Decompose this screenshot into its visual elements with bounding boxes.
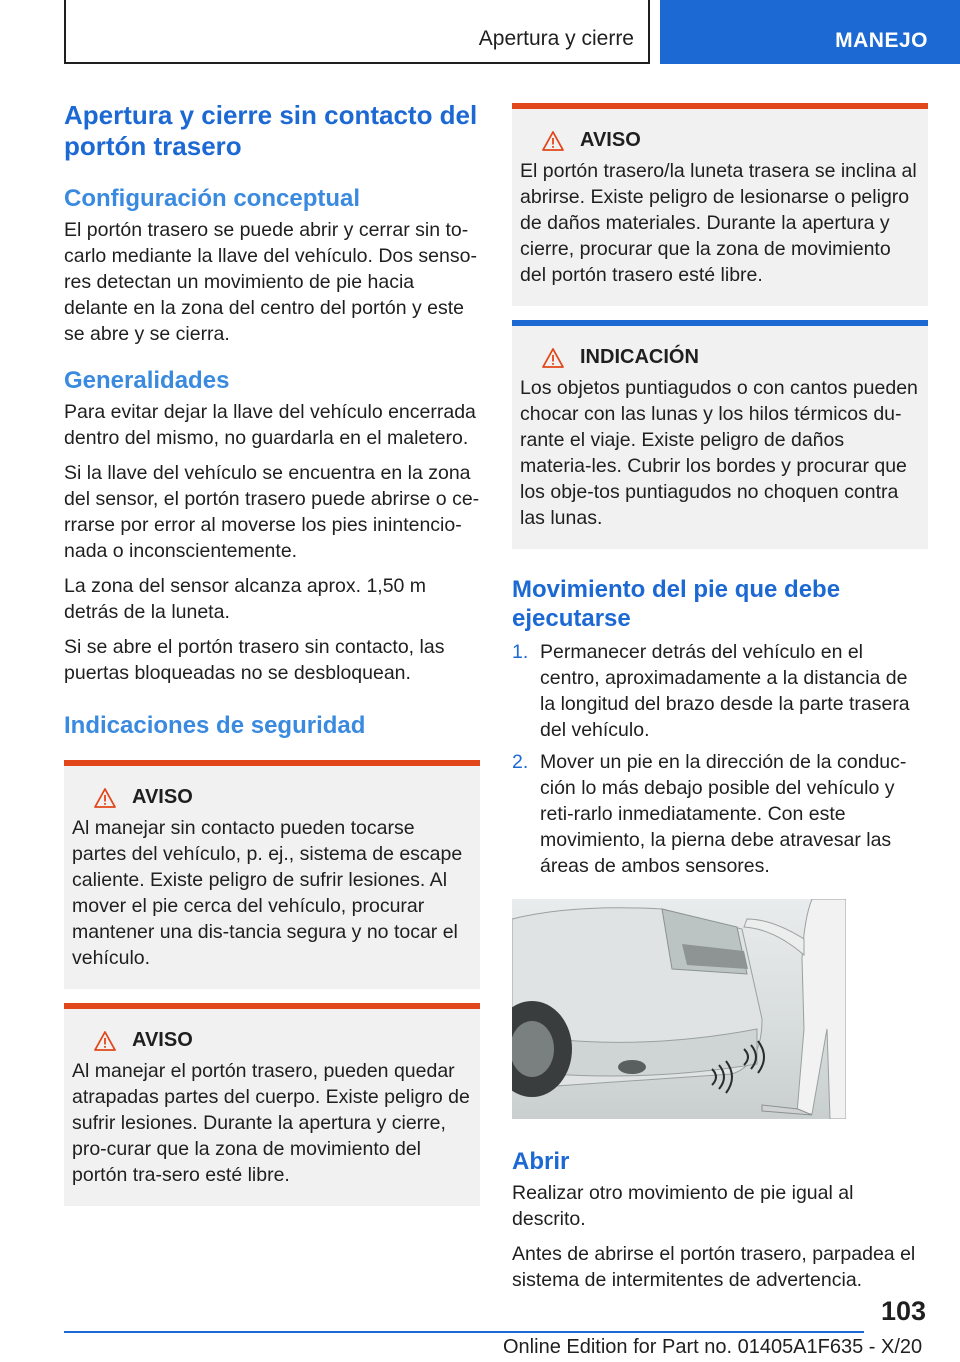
note-label: INDICACIÓN: [580, 346, 699, 368]
foot-gesture-illustration: [512, 899, 846, 1119]
warning-triangle-icon: [542, 348, 564, 368]
step-text: Permanecer detrás del vehículo en el centro, aproximadamente a la distancia de la longitud del brazo desde la parte trasera del vehículo.: [540, 641, 910, 741]
warning-text: El portón trasero/la luneta trasera se inclina al abrirse. Existe peligro de lesionarse o peligro de daños materiales. Durante la apertura y cierre, procurar que la zona de movimiento del portón trasero esté libre.: [520, 160, 917, 286]
step-text: Mover un pie en la dirección de la conduc-ción lo más debajo posible del vehículo y reti-rarlo inmediatamente. Con este movimiento, la pierna debe atravesar las áreas de ambos sensores.: [540, 751, 907, 877]
chapter-tab: [660, 0, 960, 64]
step-number: 1.: [512, 641, 529, 663]
page-number: 103: [880, 1296, 926, 1326]
note-text: Los objetos puntiagudos o con cantos pueden chocar con las lunas y los hilos térmicos du-rante el viaje. Existe peligro de daños materia-les. Cubrir los bordes y procurar que los obje-tos puntiagudos no choquen contra las lunas.: [520, 377, 918, 529]
warning-text: Al manejar sin contacto pueden tocarse partes del vehículo, p. ej., sistema de escape caliente. Existe peligro de sufrir lesiones. Al mover el pie cerca del vehículo, procurar mantener una dis-tancia segura y no tocar el vehículo.: [72, 817, 463, 969]
warning-box: [64, 760, 480, 989]
open-heading: Abrir: [512, 1148, 570, 1175]
footer-divider: [64, 1331, 864, 1333]
car-rear-illustration: [512, 899, 846, 1119]
warning-label: AVISO: [580, 129, 641, 151]
safety-heading: Indicaciones de seguridad: [64, 712, 366, 739]
general-paragraph: Si se abre el portón trasero sin contacto, las puertas bloqueadas no se desbloquean.: [64, 636, 445, 684]
right-column: [512, 103, 928, 1302]
warning-triangle-icon: [94, 1031, 116, 1051]
warning-title: [520, 129, 920, 152]
page-title: Apertura y cierre sin contacto del portón trasero: [64, 100, 478, 161]
list-item: [512, 749, 928, 879]
general-paragraph: Si la llave del vehículo se encuentra en la zona del sensor, el portón trasero puede abrirse o ce-rrarse por error al moverse los pies inintencio-nada o inconscientemente.: [64, 462, 480, 562]
concept-text: El portón trasero se puede abrir y cerrar sin to-carlo mediante la llave del vehículo. Dos senso-res detectan un movimiento de pie hacia delante en la zona del centro del portón y este se abre y se cierra.: [64, 219, 477, 345]
list-item: [512, 639, 928, 743]
note-box: [512, 320, 928, 549]
warning-label: AVISO: [132, 786, 193, 808]
warning-title: [72, 786, 472, 809]
chapter-title: MANEJO: [835, 29, 928, 52]
general-heading: Generalidades: [64, 367, 230, 394]
open-paragraph: Antes de abrirse el portón trasero, parpadea el sistema de intermitentes de advertencia.: [512, 1243, 916, 1291]
warning-box: [512, 103, 928, 306]
warning-triangle-icon: [542, 131, 564, 151]
note-title: [520, 346, 920, 369]
warning-box: [64, 1003, 480, 1206]
general-paragraph: Para evitar dejar la llave del vehículo encerrada dentro del mismo, no guardarla en el maletero.: [64, 401, 476, 449]
warning-title: [72, 1029, 472, 1052]
movement-steps: [512, 639, 928, 879]
concept-heading: Configuración conceptual: [64, 185, 361, 212]
movement-heading: Movimiento del pie que debe ejecutarse: [512, 576, 841, 632]
edition-footer: Online Edition for Part no. 01405A1F635 - X/20: [503, 1336, 923, 1358]
step-number: 2.: [512, 751, 529, 773]
section-title: Apertura y cierre: [478, 27, 634, 50]
warning-label: AVISO: [132, 1029, 193, 1051]
open-paragraph: Realizar otro movimiento de pie igual al descrito.: [512, 1182, 854, 1230]
general-paragraph: La zona del sensor alcanza aprox. 1,50 m detrás de la luneta.: [64, 575, 427, 623]
warning-triangle-icon: [94, 788, 116, 808]
left-column: [64, 100, 480, 1206]
warning-text: Al manejar el portón trasero, pueden quedar atrapadas partes del cuerpo. Existe peligro de sufrir lesiones. Durante la apertura y cierre, pro-curar que la zona de movimiento del portón tra-sero esté libre.: [72, 1060, 470, 1186]
running-header-section: [64, 0, 650, 64]
